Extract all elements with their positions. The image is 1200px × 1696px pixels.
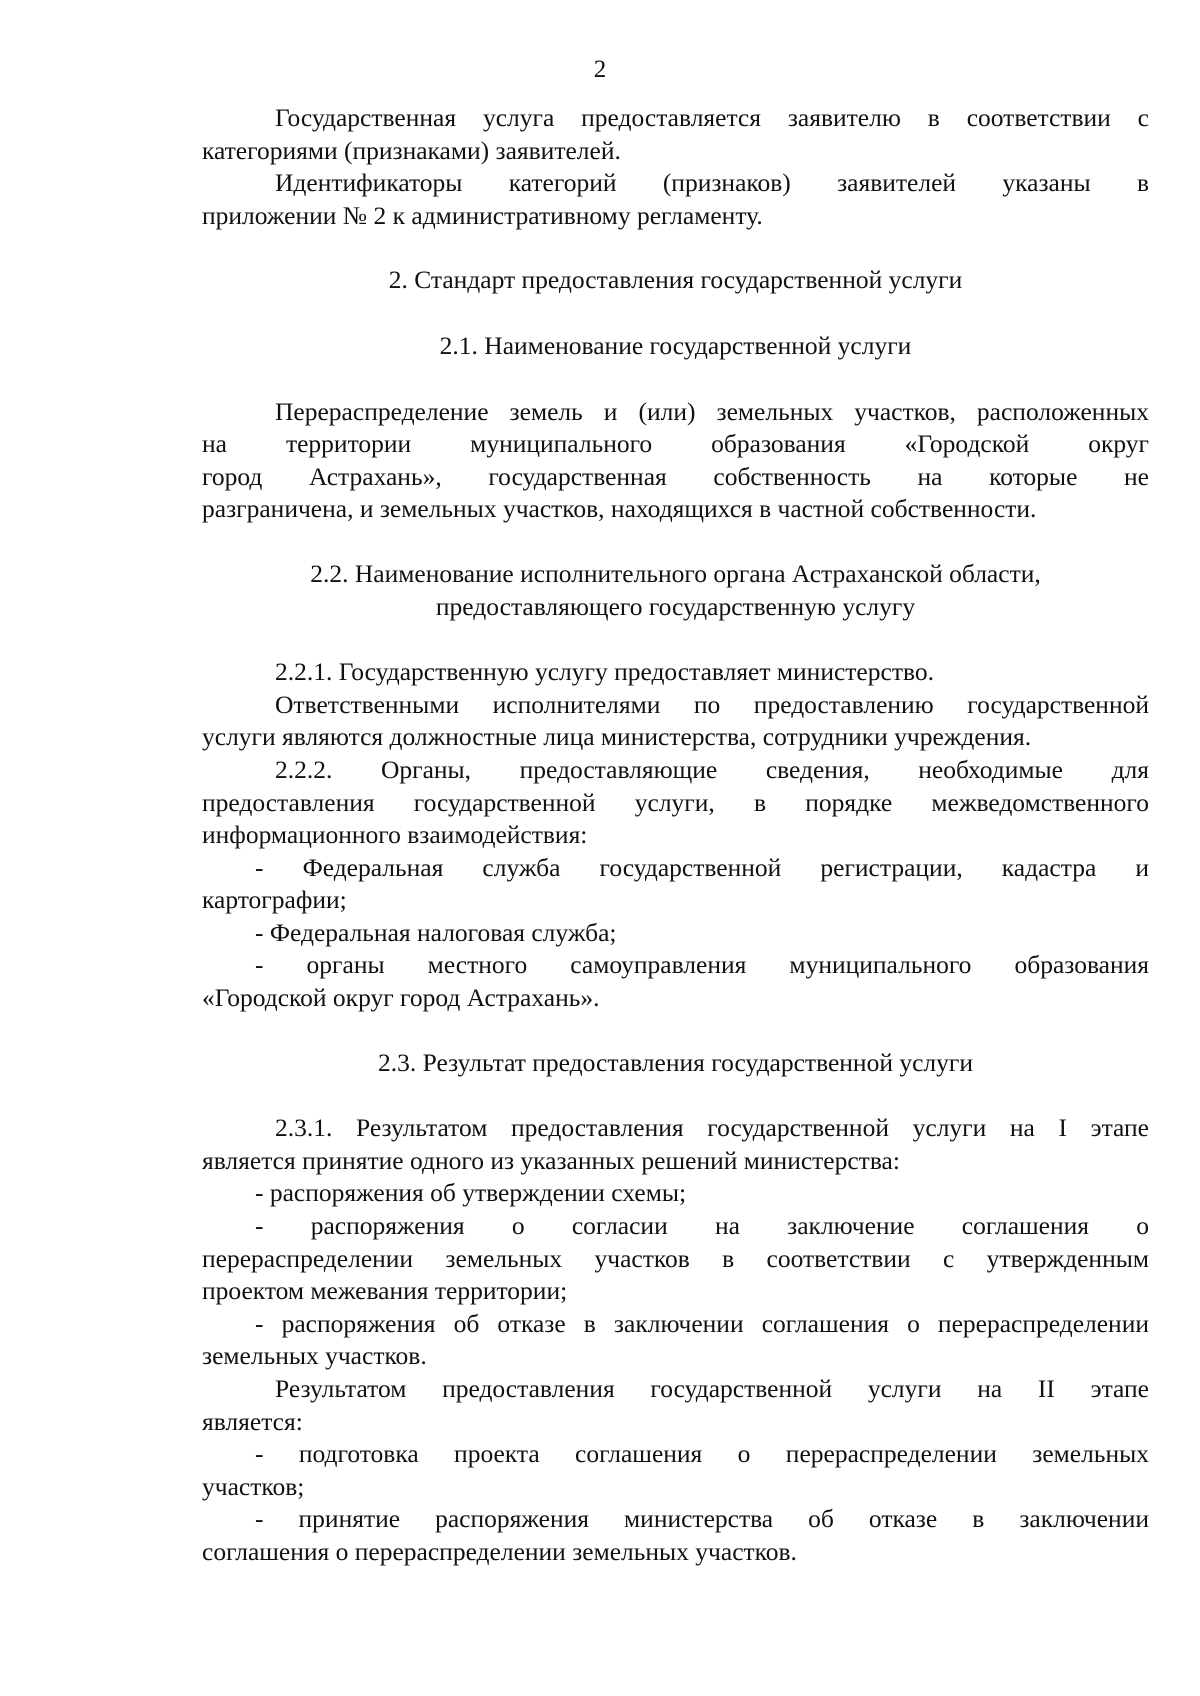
list-item: участков;: [202, 1471, 305, 1501]
paragraph-line: информационного взаимодействия:: [202, 820, 588, 850]
subsection-heading: 2.3. Результат предоставления государственной услуги: [377, 1047, 974, 1077]
list-item: земельных участков.: [202, 1341, 427, 1371]
paragraph-line: на территории муниципального образования «Городской округ: [202, 429, 1149, 459]
paragraph-line: 2.2.1. Государственную услугу предоставляет министерство.: [275, 657, 934, 687]
section-heading: 2. Стандарт предоставления государственной услуги: [388, 265, 963, 295]
list-item: соглашения о перераспределении земельных участков.: [202, 1536, 797, 1566]
paragraph-line: Результатом предоставления государственной услуги на II этапе: [275, 1374, 1149, 1403]
paragraph-line: 2.2.2. Органы, предоставляющие сведения, необходимые для: [275, 754, 1149, 784]
list-item: перераспределении земельных участков в соответствии с утвержденным: [202, 1243, 1149, 1273]
paragraph-line: Ответственными исполнителями по предоставлению государственной: [275, 689, 1149, 719]
document-body: [202, 102, 1149, 1569]
paragraph-line: приложении № 2 к административному регламенту.: [202, 200, 763, 230]
list-item: - распоряжения об отказе в заключении соглашения о перераспределении: [255, 1308, 1149, 1338]
paragraph-line: является принятие одного из указанных решений министерства:: [202, 1145, 900, 1175]
paragraph-line: категориями (признаками) заявителей.: [202, 135, 621, 165]
paragraph-line: город Астрахань», государственная собственность на которые не: [202, 461, 1149, 491]
subsection-heading: 2.1. Наименование государственной услуги: [439, 330, 912, 360]
paragraph-line: Государственная услуга предоставляется заявителю в соответствии с: [275, 103, 1149, 132]
list-item: - распоряжения о согласии на заключение соглашения о: [255, 1211, 1149, 1241]
list-item: «Городской округ город Астрахань».: [202, 983, 600, 1013]
list-item: - принятие распоряжения министерства об отказе в заключении: [255, 1504, 1149, 1534]
paragraph-line: 2.3.1. Результатом предоставления государственной услуги на I этапе: [275, 1113, 1149, 1143]
subsection-heading: 2.2. Наименование исполнительного органа Астраханской области,: [310, 558, 1041, 588]
list-item: - органы местного самоуправления муниципального образования: [255, 950, 1149, 980]
paragraph-line: является:: [202, 1406, 303, 1436]
paragraph-line: услуги являются должностные лица министерства, сотрудники учреждения.: [202, 722, 1032, 752]
page-number: 2: [593, 56, 607, 83]
list-item: картографии;: [202, 885, 347, 915]
paragraph-line: Идентификаторы категорий (признаков) заявителей указаны в: [275, 168, 1149, 198]
subsection-heading: предоставляющего государственную услугу: [435, 591, 916, 621]
list-item: - Федеральная налоговая служба;: [255, 917, 617, 947]
list-item: - Федеральная служба государственной регистрации, кадастра и: [255, 852, 1149, 882]
list-item: - подготовка проекта соглашения о перераспределении земельных: [255, 1439, 1149, 1469]
paragraph-line: разграничена, и земельных участков, находящихся в частной собственности.: [202, 494, 1037, 524]
paragraph-line: Перераспределение земель и (или) земельных участков, расположенных: [275, 396, 1149, 426]
list-item: проектом межевания территории;: [202, 1276, 568, 1306]
list-item: - распоряжения об утверждении схемы;: [255, 1178, 687, 1208]
paragraph-line: предоставления государственной услуги, в порядке межведомственного: [202, 787, 1149, 817]
